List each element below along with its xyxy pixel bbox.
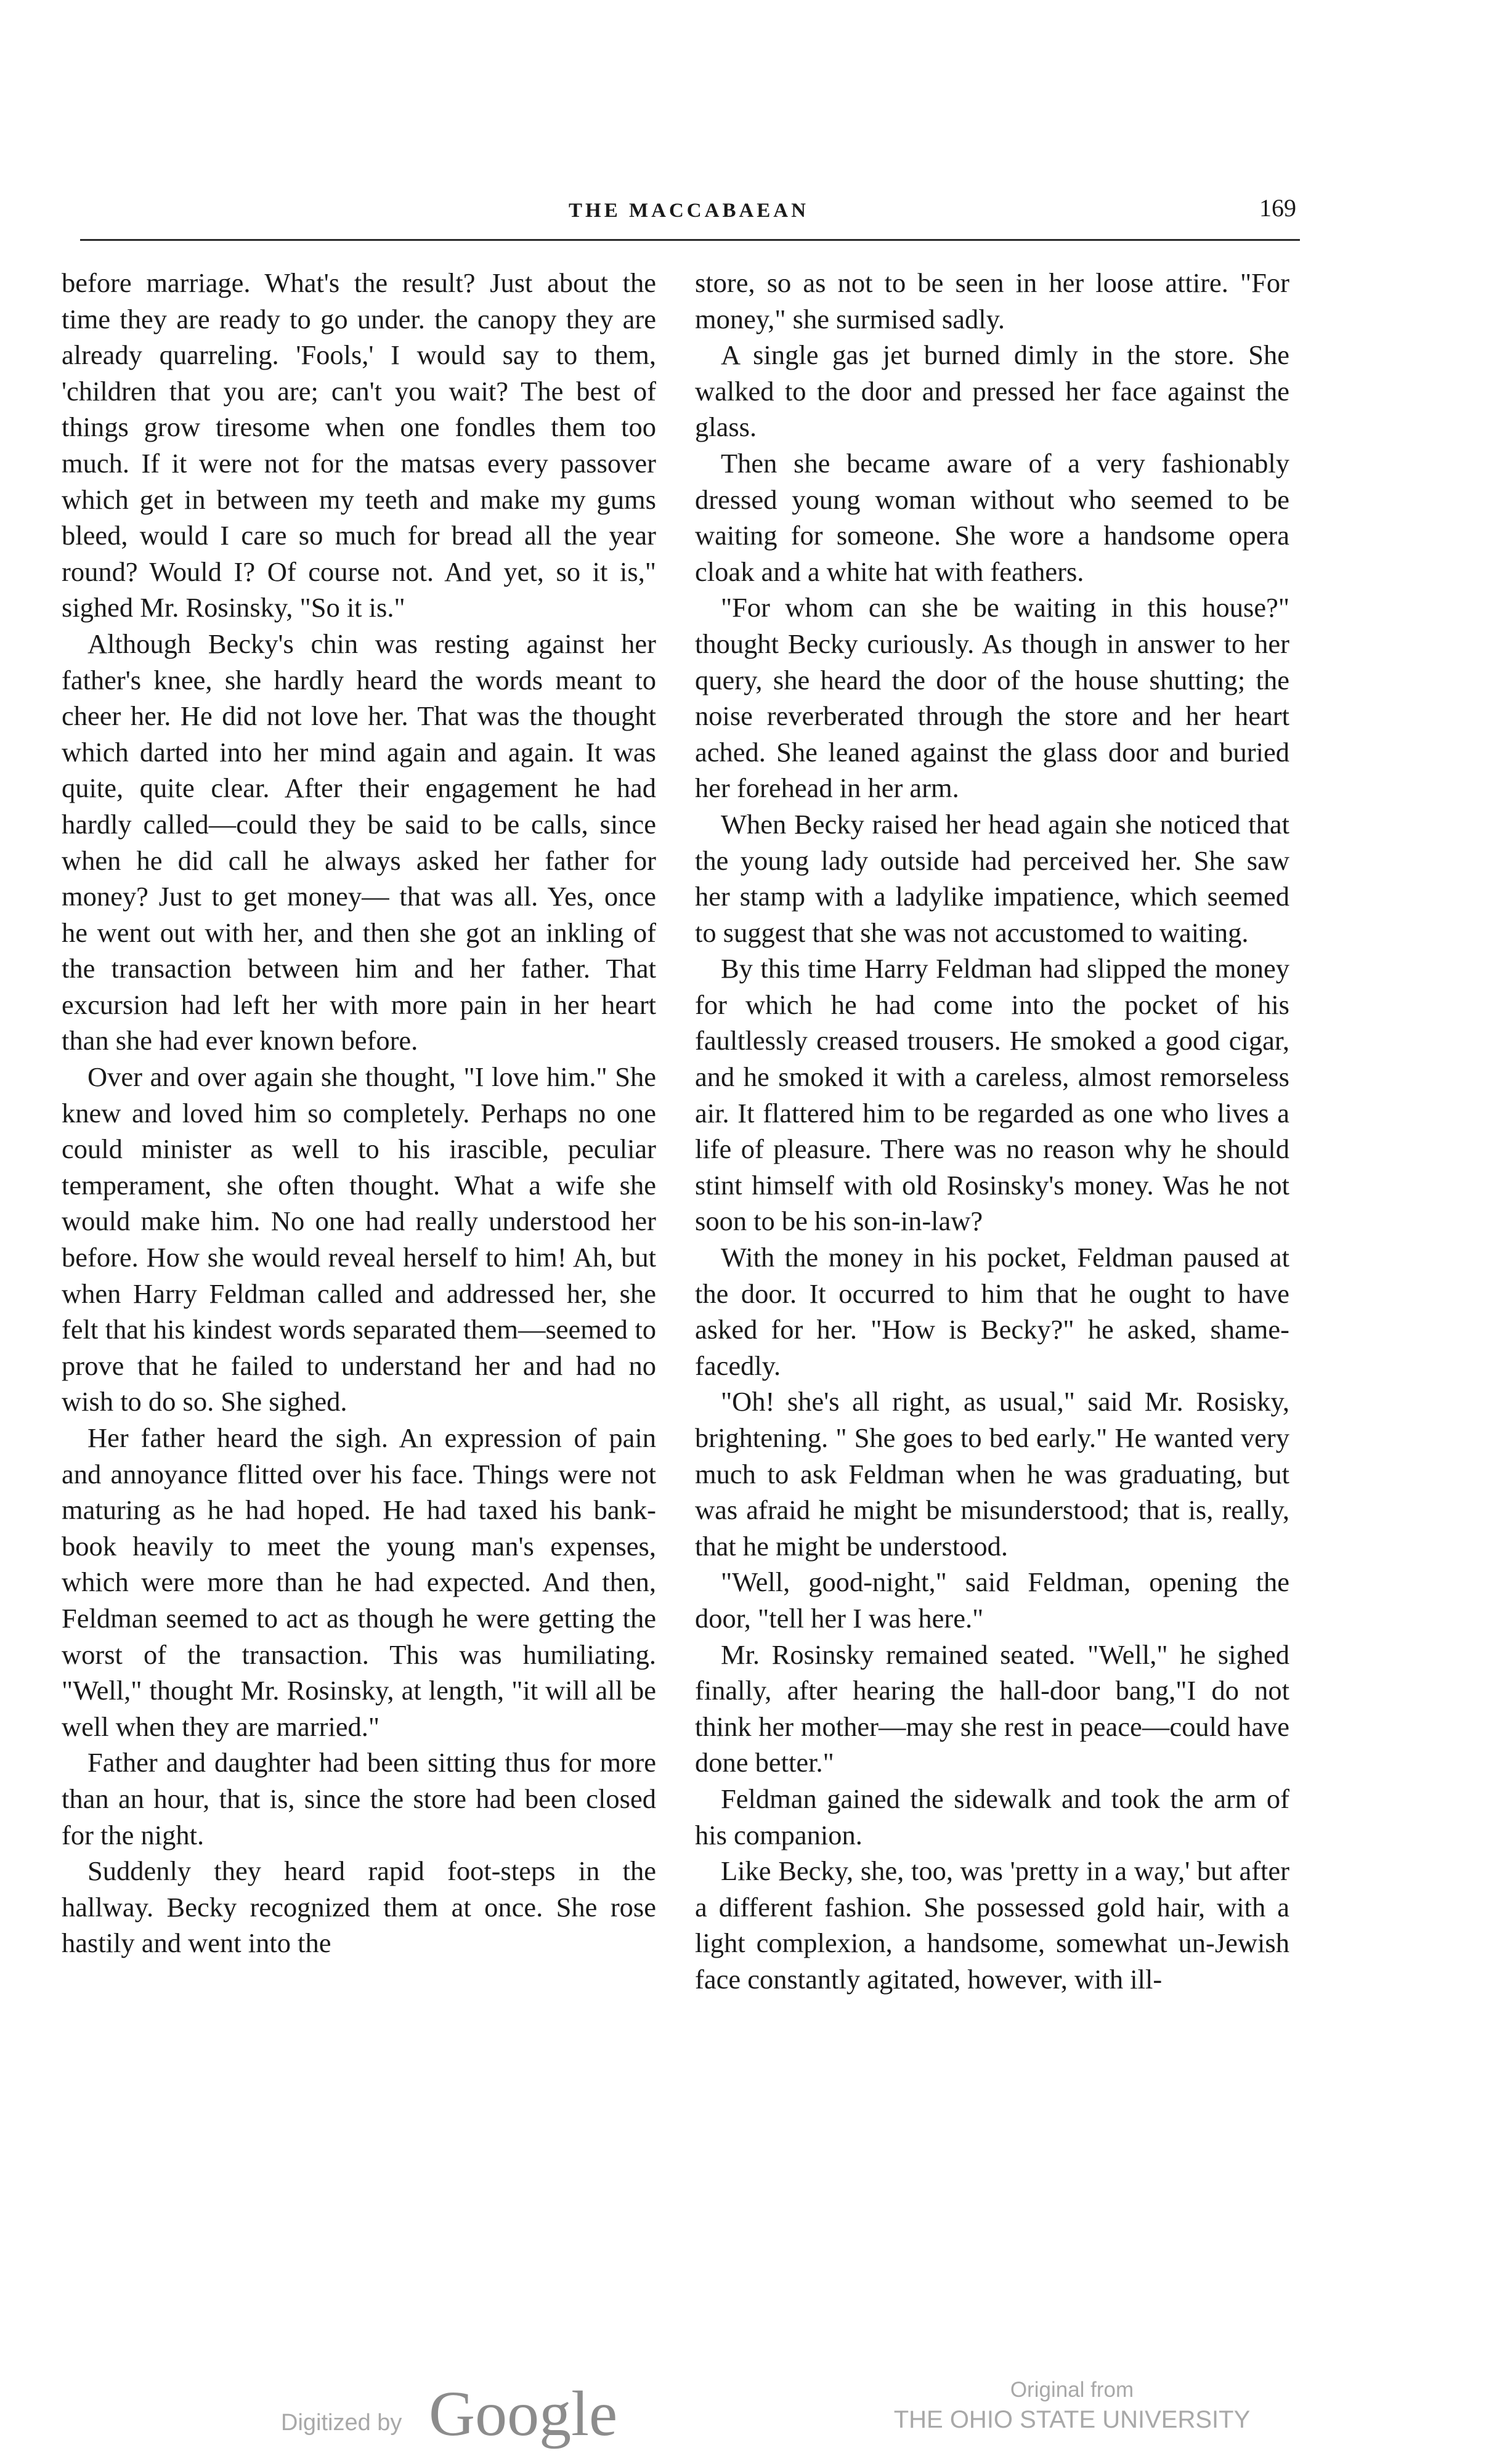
original-from-label: Original from — [1010, 2378, 1134, 2402]
paragraph: By this time Harry Feldman had slipped the money for which he had come into the pocket of his faultlessly creased trousers. He smoked a good cigar, and he smoked it with a careless, almost remorseless air. It flattered him to be regarded as one who lives a life of pleasure. There was no reason why he should stint himself with old Rosinsky's money. Was he not soon to be his son-in-law? — [695, 953, 1289, 1237]
page-number: 169 — [1259, 194, 1296, 222]
paragraph: With the money in his pocket, Feldman paused at the door. It occurred to him that he ought to have asked for her. "How is Becky?" he asked, shame-facedly. — [695, 1242, 1289, 1381]
page-header — [69, 192, 1309, 235]
paragraph: store, so as not to be seen in her loose attire. "For money," she surmised sadly. — [695, 267, 1289, 334]
paragraph: Feldman gained the sidewalk and took the arm of his companion. — [695, 1783, 1289, 1850]
running-title: THE MACCABAEAN — [569, 200, 809, 222]
paragraph: Although Becky's chin was resting against her father's knee, she hardly heard the words meant to cheer her. He did not love her. That was the thought which darted into her mind again and again. It was quite, quite clear. After their engagement he had hardly called—could they be said to be calls, since when he did call he always asked her father for money? Just to get money— that was all. Yes, once he went out with her, and then she got an inkling of the transaction between him and her father. That excursion had left her with more pain in her heart than she had ever known before. — [62, 628, 656, 1056]
paragraph: Like Becky, she, too, was 'pretty in a way,' but after a different fashion. She possessed gold hair, with a light complexion, a handsome, somewhat un-Jewish face constantly agitated, however, with ill- — [695, 1855, 1289, 1995]
right-column — [695, 265, 1289, 1998]
paragraph: Then she became aware of a very fashionably dressed young woman without who seemed to be waiting for someone. She wore a handsome opera cloak and a white hat with feathers. — [695, 447, 1289, 587]
paragraph: before marriage. What's the result? Just about the time they are ready to go under. the canopy they are already quarreling. 'Fools,' I would say to them, 'children that you are; can't you wait? The best of things grow tiresome when one fondles them too much. If it were not for the matsas every passover which get in between my teeth and make my gums bleed, would I care so much for bread all the year round? Would I? Of course not. And yet, so it is," sighed Mr. Rosinsky, "So it is." — [62, 267, 656, 623]
original-from-watermark — [838, 2377, 1306, 2436]
paragraph: "Well, good-night," said Feldman, opening the door, "tell her I was here." — [695, 1566, 1289, 1634]
paragraph: Mr. Rosinsky remained seated. "Well," he sighed finally, after hearing the hall-door bang,"I do not think her mother—may she rest in peace—could have done better." — [695, 1639, 1289, 1778]
paragraph: Her father heard the sigh. An expression of pain and annoyance flitted over his face. Things were not maturing as he had hoped. He had taxed his bank-book heavily to meet the young man's expenses, which were more than he had expected. And then, Feldman seemed to act as though he were getting the worst of the transaction. This was humiliating. "Well," thought Mr. Rosinsky, at length, "it will all be well when they are married." — [62, 1422, 656, 1742]
paragraph: When Becky raised her head again she noticed that the young lady outside had perceived her. She saw her stamp with a ladylike impatience, which seemed to suggest that she was not accustomed to waiting. — [695, 808, 1289, 948]
left-column — [62, 265, 656, 1961]
paragraph: "Oh! she's all right, as usual," said Mr. Rosisky, brightening. " She goes to bed early." He wanted very much to ask Feldman when he was graduating, but was afraid he might be misunderstood; that is, really, that he might be understood. — [695, 1386, 1289, 1562]
digitized-label: Digitized by — [281, 2410, 402, 2436]
original-institution: THE OHIO STATE UNIVERSITY — [893, 2406, 1251, 2433]
paragraph: Over and over again she thought, "I love him." She knew and loved him so completely. Perhaps no one could minister as well to his irascible, peculiar temperament, she often thought. What a wife she would make him. No one had really understood her before. How she would reveal herself to him! Ah, but when Harry Feldman called and addressed her, she felt that his kindest words separated them—seemed to prove that he failed to understand her and had no wish to do so. She sighed. — [62, 1061, 656, 1417]
header-rule — [80, 239, 1300, 241]
google-logo: Google — [429, 2378, 618, 2449]
paragraph: Suddenly they heard rapid foot-steps in the hallway. Becky recognized them at once. She rose hastily and went into the — [62, 1855, 656, 1959]
paragraph: Father and daughter had been sitting thus for more than an hour, that is, since the store had been closed for the night. — [62, 1747, 656, 1850]
paragraph: A single gas jet burned dimly in the store. She walked to the door and pressed her face against the glass. — [695, 339, 1289, 443]
paragraph: "For whom can she be waiting in this house?" thought Becky curiously. As though in answer to her query, she heard the door of the house shutting; the noise reverberated through the store and her heart ached. She leaned against the glass door and buried her forehead in her arm. — [695, 592, 1289, 804]
